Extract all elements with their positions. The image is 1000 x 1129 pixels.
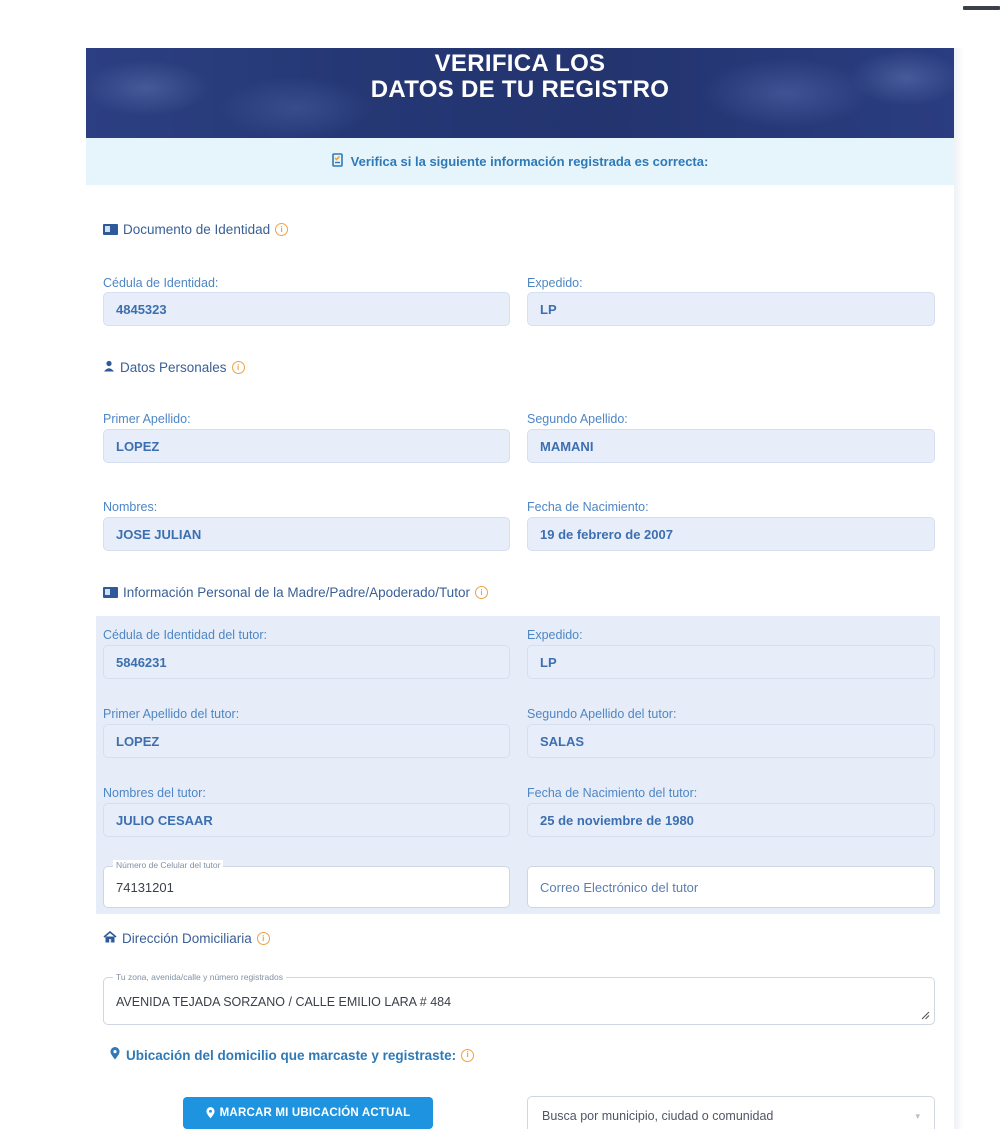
tutor-expedido-value: LP bbox=[540, 654, 557, 670]
nombres-field[interactable] bbox=[103, 517, 510, 551]
segundo-apellido-label: Segundo Apellido: bbox=[527, 412, 628, 426]
tutor-primer-apellido-field[interactable] bbox=[103, 724, 510, 758]
tutor-ci-value: 5846231 bbox=[116, 654, 167, 670]
tutor-nombres-value: JULIO CESAAR bbox=[116, 812, 213, 828]
page-title bbox=[86, 51, 954, 103]
location-search-select[interactable] bbox=[527, 1096, 935, 1129]
scroll-gutter bbox=[954, 48, 964, 1129]
header-banner bbox=[86, 48, 954, 138]
ci-label: Cédula de Identidad: bbox=[103, 276, 219, 290]
page-title-line-2: DATOS DE TU REGISTRO bbox=[370, 76, 670, 103]
tutor-expedido-field[interactable] bbox=[527, 645, 935, 679]
section-tutor-title: Información Personal de la Madre/Padre/Apoderado/Tutor bbox=[123, 585, 470, 600]
primer-apellido-label: Primer Apellido: bbox=[103, 412, 191, 426]
fecha-nacimiento-label: Fecha de Nacimiento: bbox=[527, 500, 649, 514]
primer-apellido-field[interactable] bbox=[103, 429, 510, 463]
tutor-nombres-label: Nombres del tutor: bbox=[103, 786, 206, 800]
verify-notice-text: Verifica si la siguiente información registrada es correcta: bbox=[350, 154, 709, 169]
tutor-celular-legend: Número de Celular del tutor bbox=[113, 860, 223, 870]
tutor-segundo-apellido-value: SALAS bbox=[540, 733, 585, 749]
page-title-line-1: VERIFICA LOS bbox=[434, 50, 606, 77]
map-pin-icon bbox=[110, 1047, 120, 1063]
expedido-field[interactable] bbox=[527, 292, 935, 326]
primer-apellido-value: LOPEZ bbox=[116, 438, 160, 454]
info-icon[interactable]: i bbox=[475, 586, 488, 599]
tutor-primer-apellido-label: Primer Apellido del tutor: bbox=[103, 707, 240, 721]
mark-location-label: MARCAR MI UBICACIÓN ACTUAL bbox=[219, 1107, 411, 1119]
chevron-down-icon: ▾ bbox=[915, 1110, 920, 1121]
info-icon[interactable]: i bbox=[275, 223, 288, 236]
nombres-label: Nombres: bbox=[103, 500, 158, 514]
resize-grip-icon[interactable] bbox=[920, 1010, 930, 1020]
ci-field[interactable] bbox=[103, 292, 510, 326]
ci-value: 4845323 bbox=[116, 301, 167, 317]
address-legend: Tu zona, avenida/calle y número registrados bbox=[113, 972, 286, 982]
section-documento-title: Documento de Identidad bbox=[123, 222, 271, 237]
tutor-segundo-apellido-field[interactable] bbox=[527, 724, 935, 758]
tutor-nombres-field[interactable] bbox=[103, 803, 510, 837]
expedido-value: LP bbox=[540, 301, 557, 317]
tutor-expedido-label: Expedido: bbox=[527, 628, 583, 642]
tutor-celular-value: 74131201 bbox=[116, 879, 174, 895]
tutor-fecha-field[interactable] bbox=[527, 803, 935, 837]
section-personal bbox=[103, 360, 245, 375]
section-direccion bbox=[103, 931, 270, 946]
info-icon[interactable]: i bbox=[257, 932, 270, 945]
tutor-correo-placeholder: Correo Electrónico del tutor bbox=[540, 879, 699, 895]
nombres-value: JOSE JULIAN bbox=[116, 526, 202, 542]
segundo-apellido-field[interactable] bbox=[527, 429, 935, 463]
tutor-correo-input[interactable] bbox=[527, 866, 935, 908]
tutor-celular-input[interactable] bbox=[103, 866, 510, 908]
tutor-ci-field[interactable] bbox=[103, 645, 510, 679]
user-icon bbox=[103, 360, 115, 375]
house-icon bbox=[103, 931, 117, 946]
id-card-icon bbox=[103, 587, 118, 598]
fecha-nacimiento-field[interactable] bbox=[527, 517, 935, 551]
expedido-label: Expedido: bbox=[527, 276, 583, 290]
verify-notice bbox=[86, 138, 954, 185]
info-icon[interactable]: i bbox=[461, 1049, 474, 1062]
tutor-segundo-apellido-label: Segundo Apellido del tutor: bbox=[527, 707, 677, 721]
segundo-apellido-value: MAMANI bbox=[540, 438, 594, 454]
location-search-placeholder: Busca por municipio, ciudad o comunidad bbox=[542, 1109, 774, 1123]
address-value: AVENIDA TEJADA SORZANO / CALLE EMILIO LARA # 484 bbox=[116, 995, 452, 1009]
map-pin-icon bbox=[206, 1107, 215, 1119]
mark-location-button[interactable] bbox=[183, 1097, 433, 1129]
id-card-icon bbox=[103, 224, 118, 235]
section-ubicacion-title: Ubicación del domicilio que marcaste y registraste: bbox=[126, 1047, 457, 1063]
fecha-nacimiento-value: 19 de febrero de 2007 bbox=[540, 526, 673, 542]
tutor-ci-label: Cédula de Identidad del tutor: bbox=[103, 628, 268, 642]
section-ubicacion bbox=[110, 1047, 474, 1063]
address-textarea[interactable] bbox=[103, 977, 935, 1025]
tutor-fecha-value: 25 de noviembre de 1980 bbox=[540, 812, 694, 828]
tutor-fecha-label: Fecha de Nacimiento del tutor: bbox=[527, 786, 698, 800]
section-tutor bbox=[103, 585, 488, 600]
info-icon[interactable]: i bbox=[232, 361, 245, 374]
section-direccion-title: Dirección Domiciliaria bbox=[122, 931, 252, 946]
window-edge-mark bbox=[963, 6, 1000, 10]
section-documento bbox=[103, 222, 288, 237]
tutor-primer-apellido-value: LOPEZ bbox=[116, 733, 160, 749]
registration-card bbox=[86, 48, 954, 1129]
section-personal-title: Datos Personales bbox=[120, 360, 227, 375]
checklist-icon bbox=[332, 153, 345, 170]
